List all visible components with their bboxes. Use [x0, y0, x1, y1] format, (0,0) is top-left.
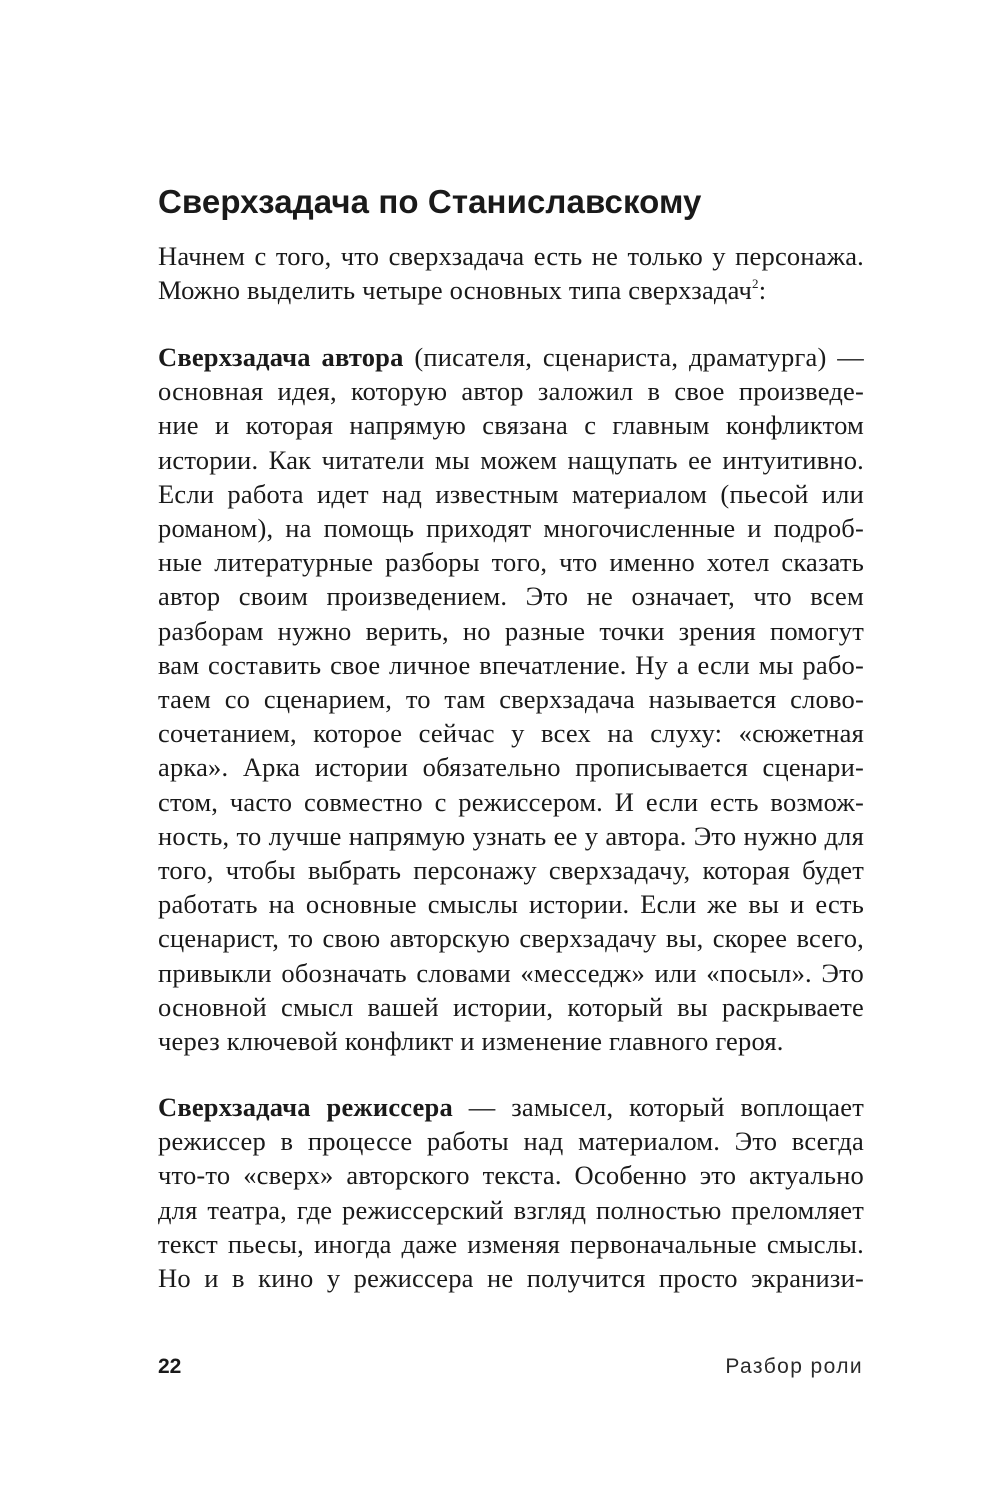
text-line: арка». Арка истории обязательно прописывается сценари-	[158, 752, 864, 783]
text-span: — замысел, который воплощает	[452, 1092, 864, 1122]
text-line: сценарист, то свою авторскую сверхзадачу вы, скорее всего,	[158, 923, 864, 954]
text-line	[158, 340, 864, 374]
text-line: ние и которая напрямую связана с главным конфликтом	[158, 410, 864, 441]
page-number: 22	[158, 1355, 182, 1378]
text-line: привыкли обозначать словами «месседж» или «посыл». Это	[158, 957, 864, 988]
text-line: ность, то лучше напрямую узнать ее у автора. Это нужно для	[158, 820, 864, 851]
text-line: текст пьесы, иногда даже изменяя первоначальные смыслы.	[158, 1228, 864, 1259]
text-line: истории. Как читатели мы можем нащупать ее интуитивно.	[158, 444, 864, 475]
text-line	[158, 1090, 864, 1124]
text-line: того, чтобы выбрать персонажу сверхзадачу, которая будет	[158, 855, 864, 886]
text-line: стом, часто совместно с режиссером. И если есть возмож-	[158, 786, 864, 817]
text-span: Можно выделить четыре основных типа сверхзадач	[158, 275, 753, 306]
text-line: Начнем с того, что сверхзадача есть не только у персонажа.	[158, 241, 864, 271]
text-line: ные литературные разборы того, что именно хотел сказать	[158, 547, 864, 578]
term-bold: Сверхзадача режиссера	[158, 1092, 453, 1122]
text-line: автор своим произведением. Это не означает, что всем	[158, 581, 864, 612]
running-title: Разбор роли	[725, 1355, 863, 1378]
section-heading: Сверхзадача по Станиславскому	[158, 183, 702, 220]
text-line: таем со сценарием, то там сверхзадача называется слово-	[158, 684, 864, 715]
text-span: (писателя, сценариста, драматурга) —	[403, 342, 864, 372]
text-line: романом), на помощь приходят многочисленные и подроб-	[158, 513, 864, 544]
text-span: :	[758, 275, 767, 306]
text-line: через ключевой конфликт и изменение главного героя.	[158, 1026, 784, 1057]
page-footer	[158, 1352, 863, 1382]
text-line: режиссер в процессе работы над материалом. Это всегда	[158, 1126, 864, 1157]
footnote-reference[interactable]: 2	[752, 276, 759, 292]
text-line: сочетанием, которое сейчас у всех на слуху: «сюжетная	[158, 718, 864, 749]
text-line: основная идея, которую автор заложил в свое произведе-	[158, 376, 864, 407]
text-line	[158, 273, 864, 307]
text-line: работать на основные смыслы истории. Если же вы и есть	[158, 889, 864, 920]
text-line: Если работа идет над известным материалом (пьесой или	[158, 478, 864, 509]
text-line: разборам нужно верить, но разные точки зрения помогут	[158, 615, 864, 646]
text-line: для театра, где режиссерский взгляд полностью преломляет	[158, 1194, 864, 1225]
director-superobjective-paragraph	[158, 1090, 864, 1295]
author-superobjective-paragraph	[158, 340, 864, 1058]
text-line: Но и в кино у режиссера не получится просто экранизи-	[158, 1263, 864, 1294]
text-line: вам составить свое личное впечатление. Ну а если мы рабо-	[158, 649, 864, 680]
text-line: основной смысл вашей истории, который вы раскрываете	[158, 991, 864, 1022]
text-line: что-то «сверх» авторского текста. Особенно это актуально	[158, 1160, 864, 1191]
term-bold: Сверхзадача автора	[158, 342, 404, 372]
intro-paragraph	[158, 239, 864, 307]
